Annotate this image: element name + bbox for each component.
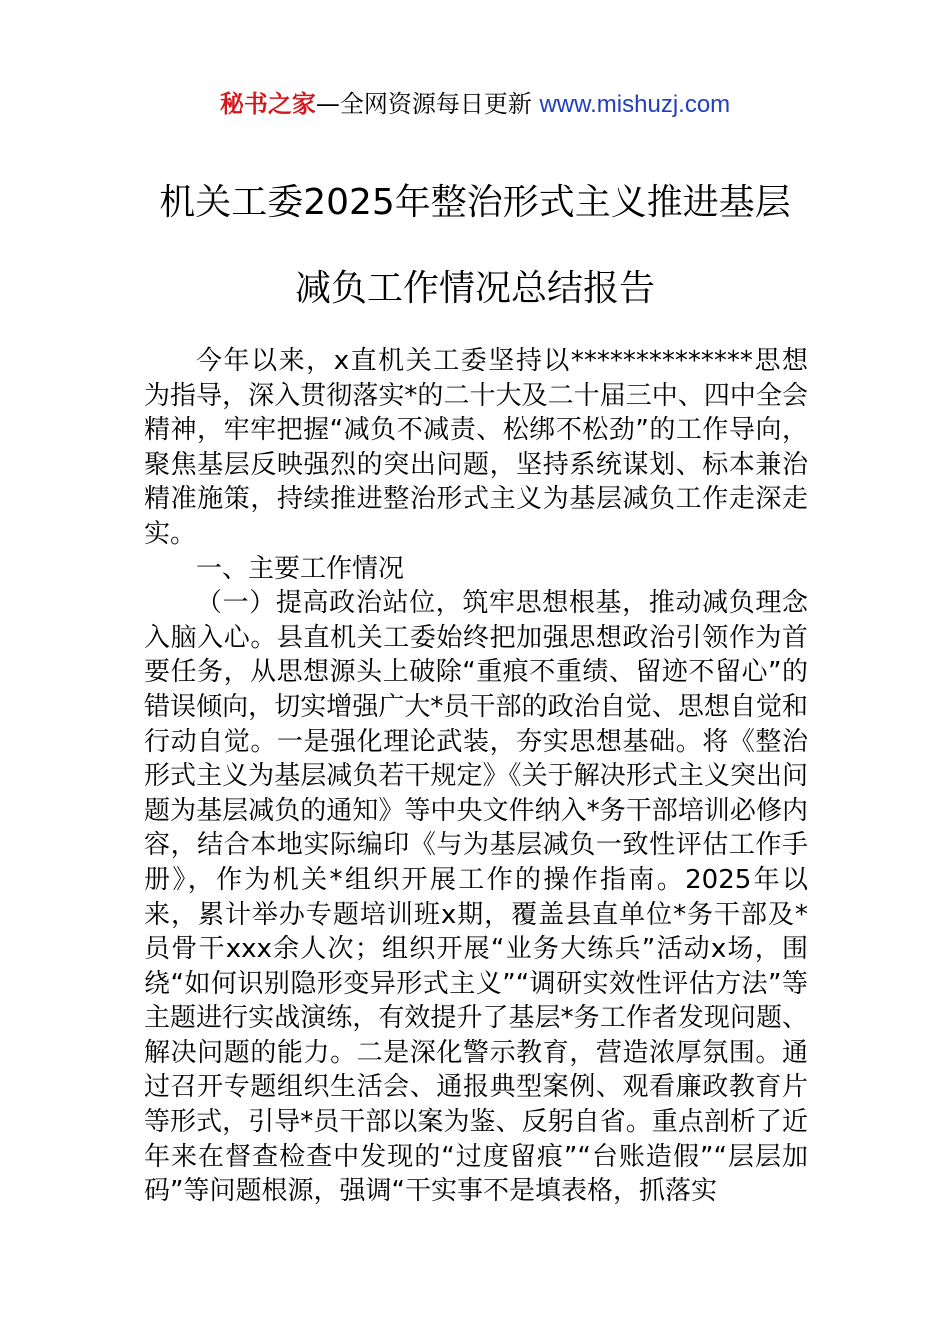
site-header [0,88,950,121]
document-title [0,160,950,332]
document-title-line-1: 机关工委2025年整治形式主义推进基层 [159,182,791,223]
section-heading-main-work: 一、主要工作情况 [196,553,405,584]
site-url-link[interactable]: www.mishuzj.com [539,91,731,118]
intro-paragraph: 今年以来，x直机关工委坚持以**************思想为指导，深入贯彻落实*的二十大及二十届三中、四中全会精神，牢牢把握“减负不减责、松绑不松劲”的工作导向，聚焦基层反映强烈的突出问题，坚持系统谋划、标本兼治精准施策，持续推进整治形式主义为基层减负工作走深走实。 [144,346,808,549]
site-tagline: —全网资源每日更新 [315,90,532,118]
document-title-line-2: 减负工作情况总结报告 [294,268,655,309]
site-brand: 秘书之家 [219,90,316,118]
document-body [144,344,808,1209]
subsection-paragraph-1: （一）提高政治站位，筑牢思想根基，推动减负理念入脑入心。县直机关工委始终把加强思想政治引领作为首要任务，从思想源头上破除“重痕不重绩、留迹不留心”的错误倾向，切实增强广大*员干部的政治自觉、思想自觉和行动自觉。一是强化理论武装，夯实思想基础。将《整治形式主义为基层减负若干规定》《关于解决形式主义突出问题为基层减负的通知》等中央文件纳入*务干部培训必修内容，结合本地实际编印《与为基层减负一致性评估工作手册》，作为机关*组织开展工作的操作指南。2025年以来，累计举办专题培训班x期，覆盖县直单位*务干部及*员骨干xxx余人次；组织开展“业务大练兵”活动x场，围绕“如何识别隐形变异形式主义”“调研实效性评估方法”等主题进行实战演练，有效提升了基层*务工作者发现问题、解决问题的能力。二是深化警示教育，营造浓厚氛围。通过召开专题组织生活会、通报典型案例、观看廉政教育片等形式，引导*员干部以案为鉴、反躬自省。重点剖析了近年来在督查检查中发现的“过度留痕”“台账造假”“层层加码”等问题根源，强调“干实事不是填表格，抓落实 [144,588,808,1207]
